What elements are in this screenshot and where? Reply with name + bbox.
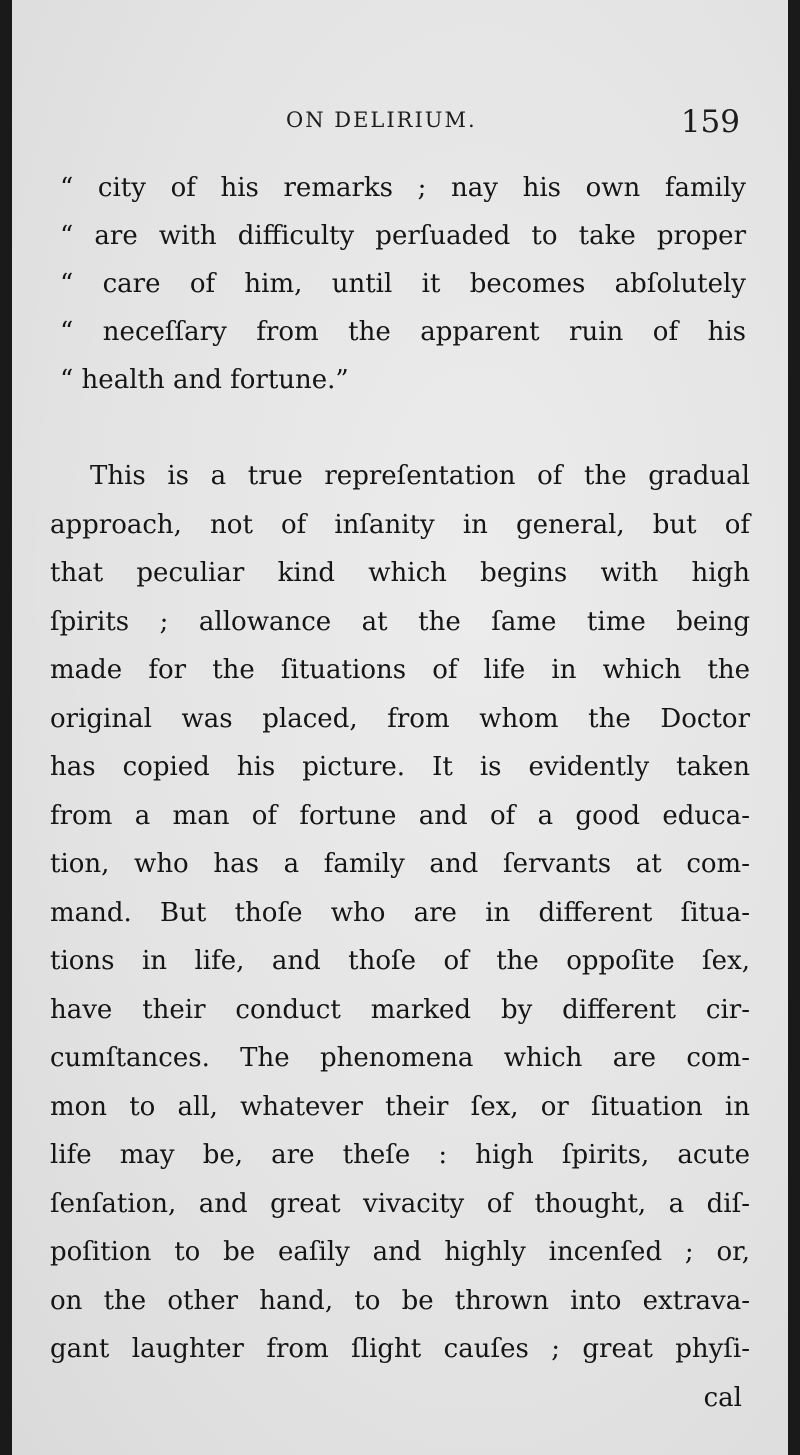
body-line: made for the ſituations of life in which the (50, 655, 750, 685)
page-header (12, 104, 788, 144)
body-paragraph (50, 452, 750, 1374)
body-line: tions in life, and thoſe of the oppoſite ſex, (50, 946, 750, 976)
body-line: on the other hand, to be thrown into extrava- (50, 1285, 750, 1316)
quote-line: “ care of him, until it becomes abſolutely (60, 269, 746, 299)
body-line: This is a true repreſentation of the gradual (90, 461, 750, 491)
body-line: mand. But thoſe who are in different ſitua- (50, 897, 750, 928)
body-line: life may be, are theſe : high ſpirits, acute (50, 1140, 750, 1170)
quotation-block (60, 164, 746, 404)
body-line: has copied his picture. It is evidently taken (50, 752, 750, 782)
quote-line: “ neceſſary from the apparent ruin of his (60, 317, 746, 347)
page-number: 159 (680, 104, 740, 140)
body-line: cumſtances. The phenomena which are com- (50, 1043, 750, 1073)
running-title: ON DELIRIUM. (286, 108, 477, 132)
catchword: cal (703, 1383, 742, 1413)
body-line: ſpirits ; allowance at the ſame time being (50, 606, 750, 637)
body-line: from a man of fortune and of a good educa- (50, 800, 750, 831)
body-line: gant laughter from ſlight cauſes ; great phyſi- (50, 1334, 750, 1364)
quote-line: “ health and fortune.” (60, 365, 349, 395)
body-line: ſenſation, and great vivacity of thought, a diſ- (50, 1188, 750, 1219)
body-line: that peculiar kind which begins with high (50, 558, 750, 588)
body-line: tion, who has a family and ſervants at com- (50, 849, 750, 879)
quote-line: “ are with difficulty perſuaded to take proper (60, 221, 746, 251)
body-line: have their conduct marked by different cir- (50, 994, 750, 1025)
body-line: mon to all, whatever their ſex, or ſituation in (50, 1091, 750, 1122)
body-line: poſition to be eaſily and highly incenſed ; or, (50, 1237, 750, 1267)
body-line: original was placed, from whom the Doctor (50, 703, 750, 734)
book-page (12, 0, 788, 1455)
body-line: approach, not of inſanity in general, but of (50, 509, 750, 540)
quote-line: “ city of his remarks ; nay his own family (60, 173, 746, 203)
